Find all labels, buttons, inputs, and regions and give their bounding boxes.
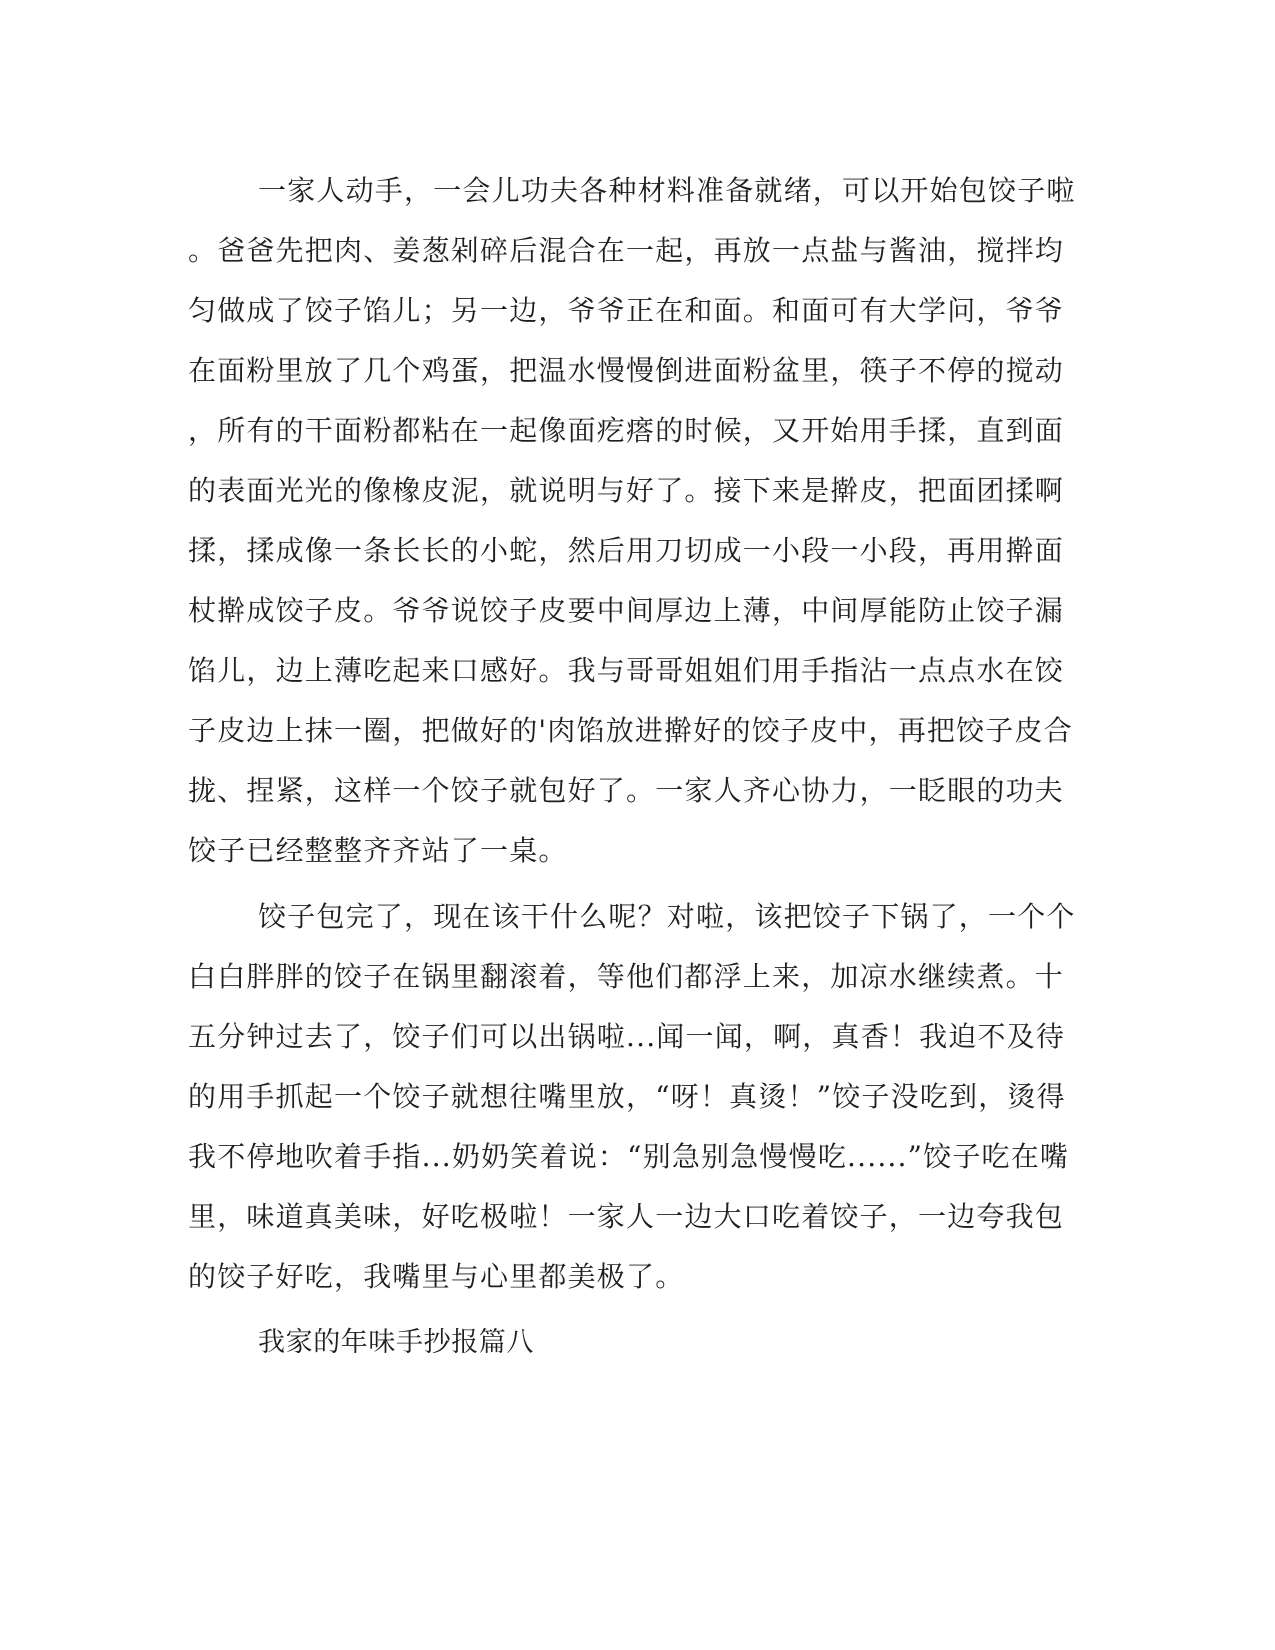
- document-body: [188, 161, 1076, 1373]
- text-line: 里，味道真美味，好吃极啦！一家人一边大口吃着饺子，一边夸我包: [188, 1200, 1065, 1233]
- text-line: 白白胖胖的饺子在锅里翻滚着，等他们都浮上来，加凉水继续煮。十: [188, 960, 1065, 993]
- text-line: 的表面光光的像橡皮泥，就说明与好了。接下来是擀皮，把面团揉啊: [188, 474, 1065, 507]
- text-line: 匀做成了饺子馅儿；另一边，爷爷正在和面。和面可有大学问，爷爷: [188, 294, 1065, 327]
- text-line: ，所有的干面粉都粘在一起像面疙瘩的时候，又开始用手揉，直到面: [188, 414, 1065, 447]
- paragraph-making-dumplings: [188, 161, 1076, 881]
- text-line: 在面粉里放了几个鸡蛋，把温水慢慢倒进面粉盆里，筷子不停的搅动: [188, 354, 1065, 387]
- text-line: 的饺子好吃，我嘴里与心里都美极了。: [188, 1260, 685, 1293]
- paragraph-cooking-dumplings: [188, 887, 1076, 1307]
- text-line: 我不停地吹着手指...奶奶笑着说：“别急别急慢慢吃......”饺子吃在嘴: [188, 1140, 1070, 1173]
- section-heading: 我家的年味手抄报篇八: [258, 1327, 534, 1358]
- text-line: 杖擀成饺子皮。爷爷说饺子皮要中间厚边上薄，中间厚能防止饺子漏: [188, 594, 1065, 627]
- text-line: 一家人动手，一会儿功夫各种材料准备就绪，可以开始包饺子啦: [258, 174, 1076, 207]
- text-line: 揉，揉成像一条长长的小蛇，然后用刀切成一小段一小段，再用擀面: [188, 534, 1065, 567]
- text-line: 子皮边上抹一圈，把做好的'肉馅放进擀好的饺子皮中，再把饺子皮合: [188, 714, 1073, 747]
- text-line: 饺子已经整整齐齐站了一桌。: [188, 834, 568, 867]
- text-line: 的用手抓起一个饺子就想往嘴里放，“呀！真烫！”饺子没吃到，烫得: [188, 1080, 1066, 1113]
- text-line: 饺子包完了，现在该干什么呢？对啦，该把饺子下锅了，一个个: [258, 900, 1076, 933]
- text-line: 拢、捏紧，这样一个饺子就包好了。一家人齐心协力，一眨眼的功夫: [188, 774, 1065, 807]
- text-line: 馅儿，边上薄吃起来口感好。我与哥哥姐姐们用手指沾一点点水在饺: [188, 654, 1065, 687]
- text-line: 五分钟过去了，饺子们可以出锅啦...闻一闻，啊，真香！我迫不及待: [188, 1020, 1066, 1053]
- text-line: 。爸爸先把肉、姜葱剁碎后混合在一起，再放一点盐与酱油，搅拌均: [188, 234, 1065, 267]
